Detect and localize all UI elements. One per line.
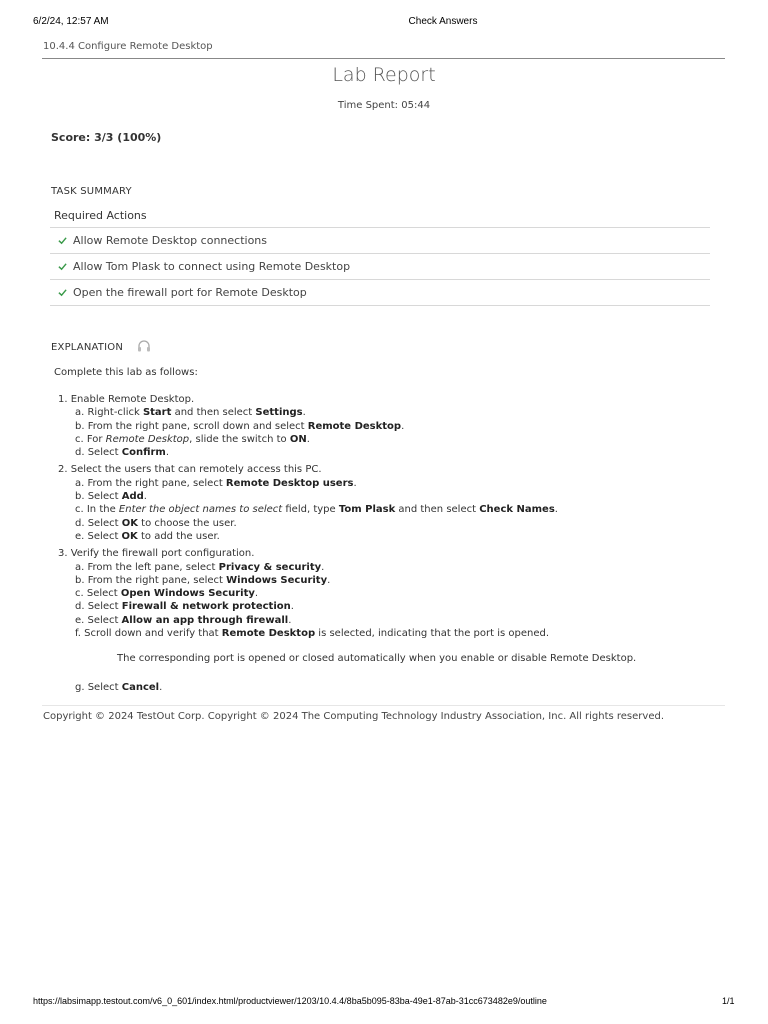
- action-row: [50, 227, 710, 253]
- step-note: The corresponding port is opened or closed automatically when you enable or disable Remote Desktop.: [117, 653, 637, 665]
- check-icon: [58, 236, 67, 245]
- task-summary-heading: TASK SUMMARY: [51, 186, 132, 197]
- footer-divider: [42, 705, 725, 706]
- sub-step: a. Right-click Start and then select Settings.: [75, 407, 306, 419]
- sub-step: b. Select Add.: [75, 491, 147, 503]
- explanation-step: [58, 393, 728, 459]
- score: [51, 131, 161, 144]
- sub-step: e. Select OK to add the user.: [75, 530, 220, 542]
- time-spent: [0, 100, 768, 111]
- copyright: Copyright © 2024 TestOut Corp. Copyright © 2024 The Computing Technology Industry Association, Inc. All rights reserved.: [43, 711, 665, 722]
- sub-step: e. Select Allow an app through firewall.: [75, 614, 292, 626]
- explanation-heading: EXPLANATION: [51, 342, 123, 353]
- sub-step: f. Scroll down and verify that Remote Desktop is selected, indicating that the port is opened.: [75, 628, 550, 640]
- step-label: 3. Verify the firewall port configuration.: [58, 548, 255, 560]
- score-value: 3/3 (100%): [94, 131, 162, 144]
- check-icon: [58, 288, 67, 297]
- sub-step: d. Select Confirm.: [75, 447, 170, 459]
- print-title: Check Answers: [408, 16, 478, 27]
- print-date: 6/2/24, 12:57 AM: [33, 16, 109, 27]
- sub-step: c. For Remote Desktop, slide the switch to ON.: [75, 433, 310, 445]
- explanation-step: [58, 463, 728, 543]
- action-label: Open the firewall port for Remote Desktop: [73, 286, 307, 299]
- sub-step: d. Select OK to choose the user.: [75, 517, 237, 529]
- sub-step: b. From the right pane, scroll down and select Remote Desktop.: [75, 420, 405, 432]
- page-title: Lab Report: [332, 64, 436, 86]
- action-label: Allow Remote Desktop connections: [73, 234, 267, 247]
- check-icon: [58, 262, 67, 271]
- required-actions-list: [50, 227, 710, 306]
- breadcrumb: 10.4.4 Configure Remote Desktop: [43, 41, 213, 52]
- sub-step: d. Select Firewall & network protection.: [75, 601, 294, 613]
- time-spent-value: 05:44: [401, 100, 431, 111]
- sub-step: a. From the right pane, select Remote Desktop users.: [75, 477, 357, 489]
- score-label: Score:: [51, 131, 91, 144]
- sub-step: c. Select Open Windows Security.: [75, 588, 259, 600]
- time-spent-label: Time Spent:: [337, 100, 399, 111]
- sub-step: c. In the Enter the object names to select field, type Tom Plask and then select Check Names.: [75, 504, 558, 516]
- action-label: Allow Tom Plask to connect using Remote Desktop: [73, 260, 351, 273]
- action-row: [50, 279, 710, 306]
- sub-step: a. From the left pane, select Privacy & security.: [75, 561, 325, 573]
- step-label: 1. Enable Remote Desktop.: [58, 394, 195, 405]
- step-label: 2. Select the users that can remotely access this PC.: [58, 464, 322, 476]
- headphones-icon[interactable]: [137, 339, 151, 352]
- sub-step: g. Select Cancel.: [75, 682, 163, 694]
- explanation-intro: Complete this lab as follows:: [54, 367, 198, 378]
- sub-step: b. From the right pane, select Windows Security.: [75, 574, 331, 586]
- action-row: [50, 253, 710, 279]
- header-divider: [42, 58, 725, 59]
- print-url: https://labsimapp.testout.com/v6_0_601/index.html/productviewer/1203/10.4.4/8ba5b095-83ba-49e1-87ab-31cc673482e9/outline: [33, 996, 547, 1006]
- required-actions-heading: Required Actions: [54, 209, 147, 222]
- explanation-step: [58, 547, 728, 694]
- explanation-steps: [58, 393, 728, 699]
- print-page-number: 1/1: [722, 996, 735, 1006]
